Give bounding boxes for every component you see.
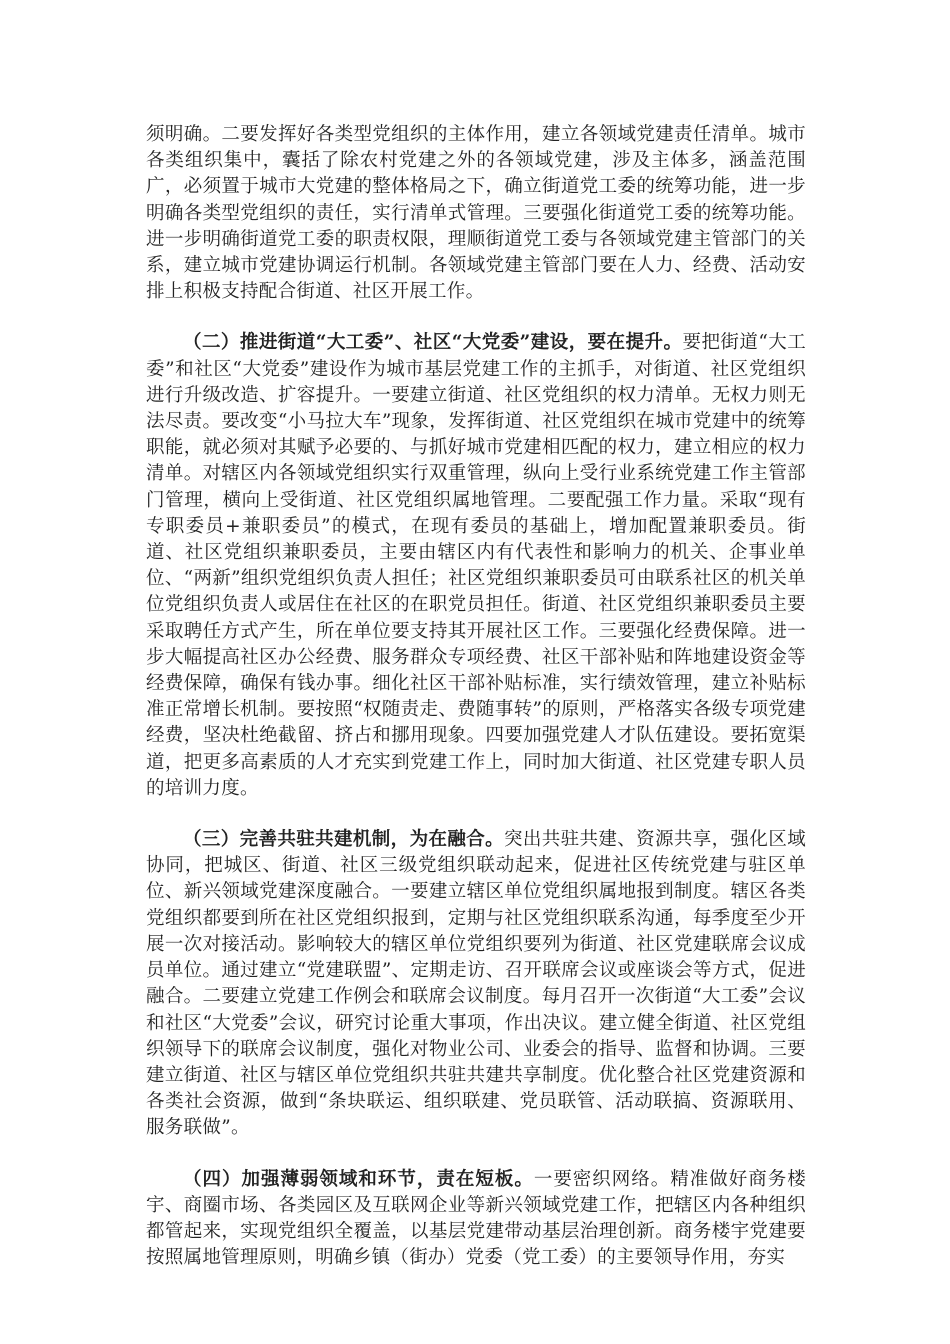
document-body — [146, 122, 806, 1271]
paragraph-text: 突出共驻共建、资源共享，强化区域协同，把城区、街道、社区三级党组织联动起来，促进社区传统党建与驻区单位、新兴领域党建深度融合。一要建立辖区单位党组织属地报到制度。辖区各类党组织都要到所在社区党组织报到，定期与社区党组织联系沟通，每季度至少开展一次对接活动。影响较大的辖区单位党组织要列为街道、社区党建联席会议成员单位。通过建立“党建联盟”、定期走访、召开联席会议或座谈会等方式，促进融合。二要建立党建工作例会和联席会议制度。每月召开一次街道“大工委”会议和社区“大党委”会议，研究讨论重大事项，作出决议。建立健全街道、社区党组织领导下的联席会议制度，强化对物业公司、业委会的指导、监督和协调。三要建立街道、社区与辖区单位党组织共驻共建共享制度。优化整合社区党建资源和各类社会资源，做到“条块联运、组织联建、党员联管、活动联搞、资源联用、服务联做”。 — [146, 829, 806, 1139]
paragraph-gap — [146, 305, 806, 330]
paragraph-gap — [146, 802, 806, 827]
section-heading: （四）加强薄弱领域和环节，责在短板。 — [183, 1168, 534, 1190]
paragraph-text: 要把街道“大工委”和社区“大党委”建设作为城市基层党建工作的主抓手，对街道、社区党组织进行升级改造、扩容提升。一要建立街道、社区党组织的权力清单。无权力则无法尽责。要改变“小马拉大车”现象，发挥街道、社区党组织在城市党建中的统筹职能，就必须对其赋予必要的、与抓好城市党建相匹配的权力，建立相应的权力清单。对辖区内各领域党组织实行双重管理，纵向上受行业系统党建工作主管部门管理，横向上受街道、社区党组织属地管理。二要配强工作力量。采取“现有专职委员+兼职委员”的模式，在现有委员的基础上，增加配置兼职委员。街道、社区党组织兼职委员，主要由辖区内有代表性和影响力的机关、企事业单位、“两新”组织党组织负责人担任；社区党组织兼职委员可由联系社区的机关单位党组织负责人或居住在社区的在职党员担任。街道、社区党组织兼职委员主要采取聘任方式产生，所在单位要支持其开展社区工作。三要强化经费保障。进一步大幅提高社区办公经费、服务群众专项经费、社区干部补贴和阵地建设资金等经费保障，确保有钱办事。细化社区干部补贴标准，实行绩效管理，建立补贴标准正常增长机制。要按照“权随责走、费随事转”的原则，严格落实各级专项党建经费，坚决杜绝截留、挤占和挪用现象。四要加强党建人才队伍建设。要拓宽渠道，把更多高素质的人才充实到党建工作上，同时加大街道、社区党建专职人员的培训力度。 — [146, 332, 807, 799]
paragraph-continuation — [146, 122, 806, 305]
paragraph-section-4 — [146, 1167, 806, 1272]
paragraph-text: 须明确。二要发挥好各类型党组织的主体作用，建立各领域党建责任清单。城市各类组织集中，囊括了除农村党建之外的各领域党建，涉及主体多，涵盖范围广，必须置于城市大党建的整体格局之下，确立街道党工委的统筹功能，进一步明确各类型党组织的责任，实行清单式管理。三要强化街道党工委的统筹功能。进一步明确街道党工委的职责权限，理顺街道党工委与各领域党建主管部门的关系，建立城市党建协调运行机制。各领域党建主管部门要在人力、经费、活动安排上积极支持配合街道、社区开展工作。 — [146, 124, 806, 303]
paragraph-section-3 — [146, 827, 806, 1141]
paragraph-section-2 — [146, 330, 806, 802]
paragraph-gap — [146, 1142, 806, 1167]
paragraph-text: 一要密织网络。精准做好商务楼宇、商圈市场、各类园区及互联网企业等新兴领域党建工作，把辖区内各种组织都管起来，实现党组织全覆盖，以基层党建带动基层治理创新。商务楼宇党建要按照属地管理原则，明确乡镇（街办）党委（党工委）的主要领导作用，夯实 — [146, 1168, 806, 1269]
section-heading: （三）完善共驻共建机制，为在融合。 — [183, 829, 504, 851]
section-heading: （二）推进街道“大工委”、社区“大党委”建设，要在提升。 — [183, 332, 683, 354]
